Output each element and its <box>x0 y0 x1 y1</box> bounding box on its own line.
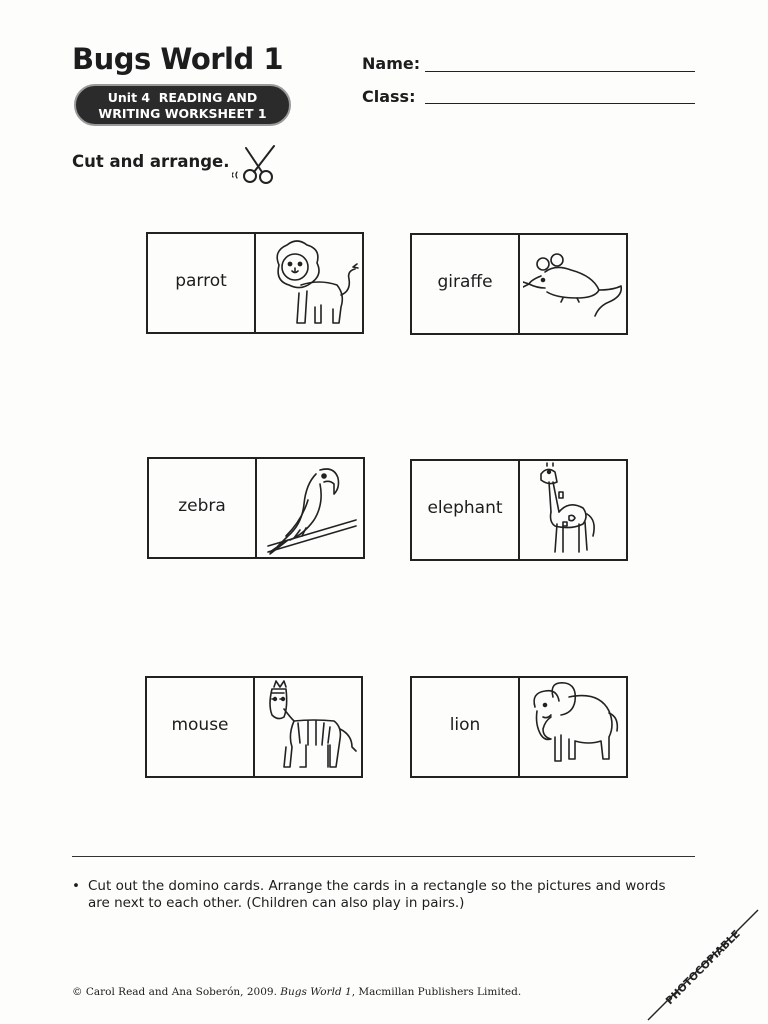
badge-line-2: WRITING WORKSHEET 1 <box>98 106 267 121</box>
scissors-icon <box>232 142 282 188</box>
domino-card-5[interactable] <box>145 676 363 778</box>
name-field[interactable] <box>425 56 695 72</box>
footer-divider <box>72 856 695 857</box>
domino-card-1[interactable] <box>146 232 364 334</box>
mouse-icon <box>523 236 623 332</box>
copyright-book: Bugs World 1 <box>280 986 352 998</box>
instruction-note <box>72 878 672 912</box>
domino-card-2[interactable] <box>410 233 628 335</box>
domino-card-4[interactable] <box>410 459 628 561</box>
zebra-icon <box>258 679 358 775</box>
giraffe-icon <box>523 462 623 558</box>
name-label: Name: <box>362 54 421 73</box>
card-word: mouse <box>147 678 255 776</box>
photocopiable-text: PHOTOCOPIABLE <box>663 928 743 1008</box>
copyright-suffix: , Macmillan Publishers Limited. <box>351 986 522 998</box>
card-picture <box>520 678 626 776</box>
class-label: Class: <box>362 87 416 106</box>
card-word: parrot <box>148 234 256 332</box>
card-picture <box>520 461 626 559</box>
card-word: lion <box>412 678 520 776</box>
instruction-note-text: Cut out the domino cards. Arrange the cards in a rectangle so the pictures and words are next to each other. (Children can also play in pairs.) <box>88 878 666 911</box>
parrot-icon <box>260 460 360 556</box>
card-word: zebra <box>149 459 257 557</box>
instruction-heading: Cut and arrange. <box>72 152 230 171</box>
badge-line-1: Unit 4 READING AND <box>107 90 258 105</box>
worksheet-title: Bugs World 1 <box>72 42 284 76</box>
domino-card-3[interactable] <box>147 457 365 559</box>
unit-badge <box>74 84 291 126</box>
card-word: giraffe <box>412 235 520 333</box>
class-field[interactable] <box>425 88 695 104</box>
lion-icon <box>259 235 359 331</box>
card-picture <box>256 234 362 332</box>
card-picture <box>520 235 626 333</box>
card-word: elephant <box>412 461 520 559</box>
domino-card-6[interactable] <box>410 676 628 778</box>
elephant-icon <box>523 679 623 775</box>
copyright-prefix: © Carol Read and Ana Soberón, 2009. <box>72 986 281 998</box>
card-picture <box>255 678 361 776</box>
card-picture <box>257 459 363 557</box>
bullet: • <box>72 878 80 894</box>
copyright-line <box>72 986 521 998</box>
photocopiable-stamp <box>640 902 760 1022</box>
